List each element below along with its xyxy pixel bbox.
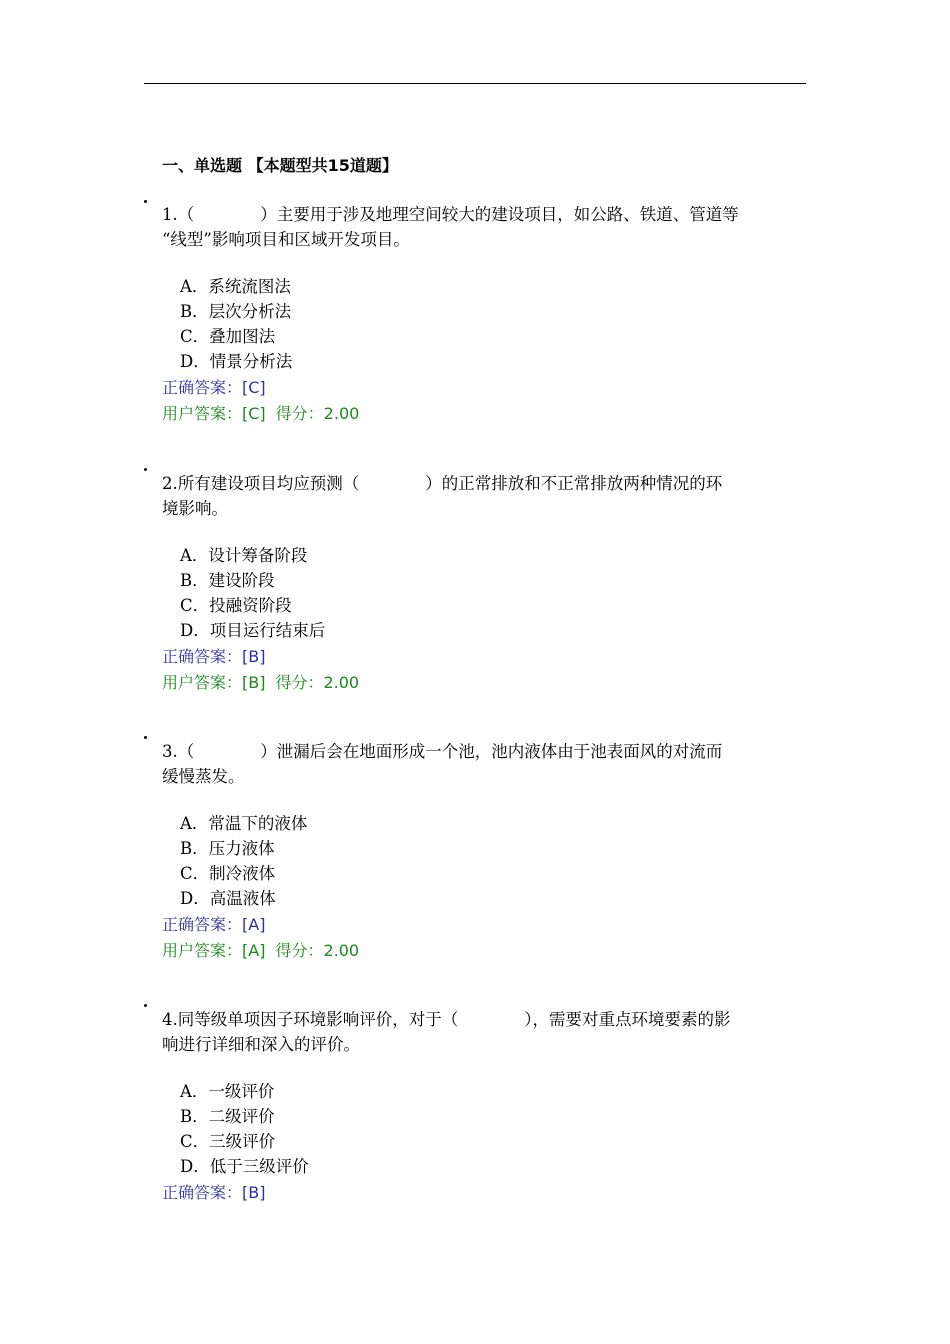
option-c: C．制冷液体 xyxy=(180,864,276,883)
stem-line: 响进行详细和深入的评价。 xyxy=(162,1035,360,1054)
user-answer-line xyxy=(162,401,798,426)
stem-line: 4.同等级单项因子环境影响评价，对于（ ），需要对重点环境要素的影 xyxy=(162,1010,731,1029)
user-answer: 用户答案：[B] xyxy=(162,673,266,692)
question-3 xyxy=(162,739,798,963)
option-d: D．项目运行结束后 xyxy=(180,621,326,640)
option-list xyxy=(162,274,798,374)
score: 得分：2.00 xyxy=(275,404,360,423)
correct-answer: 正确答案：[B] xyxy=(162,647,266,666)
header-rule xyxy=(144,83,806,84)
user-answer-line xyxy=(162,670,798,695)
user-answer: 用户答案：[C] xyxy=(162,404,266,423)
question-stem xyxy=(162,739,798,789)
question-stem xyxy=(162,1007,798,1057)
option-b: B．层次分析法 xyxy=(180,302,292,321)
option-c: C．三级评价 xyxy=(180,1132,276,1151)
stem-line: 缓慢蒸发。 xyxy=(162,767,245,786)
question-bullet xyxy=(144,200,147,203)
score: 得分：2.00 xyxy=(275,941,360,960)
question-4 xyxy=(162,1007,798,1205)
option-b: B．二级评价 xyxy=(180,1107,275,1126)
user-answer: 用户答案：[A] xyxy=(162,941,266,960)
question-stem xyxy=(162,471,798,521)
correct-answer: 正确答案：[C] xyxy=(162,378,266,397)
correct-answer: 正确答案：[A] xyxy=(162,915,266,934)
option-d: D．低于三级评价 xyxy=(180,1157,309,1176)
option-d: D．情景分析法 xyxy=(180,352,293,371)
option-c: C．叠加图法 xyxy=(180,327,276,346)
option-list xyxy=(162,543,798,643)
stem-line: 境影响。 xyxy=(162,499,228,518)
stem-line: 2.所有建设项目均应预测（ ）的正常排放和不正常排放两种情况的环 xyxy=(162,474,723,493)
option-a: A．设计筹备阶段 xyxy=(180,546,308,565)
question-1 xyxy=(162,202,798,426)
option-b: B．压力液体 xyxy=(180,839,275,858)
option-a: A．一级评价 xyxy=(180,1082,275,1101)
stem-line: 1.（ ）主要用于涉及地理空间较大的建设项目，如公路、铁道、管道等 xyxy=(162,205,739,224)
score: 得分：2.00 xyxy=(275,673,360,692)
option-a: A．系统流图法 xyxy=(180,277,291,296)
stem-line: “线型”影响项目和区域开发项目。 xyxy=(162,230,410,249)
user-answer-line xyxy=(162,938,798,963)
question-bullet xyxy=(144,1004,147,1007)
section-title: 一、单选题 【本题型共15道题】 xyxy=(162,156,398,175)
option-list xyxy=(162,1079,798,1179)
option-b: B．建设阶段 xyxy=(180,571,275,590)
question-2 xyxy=(162,471,798,695)
question-stem xyxy=(162,202,798,252)
option-c: C．投融资阶段 xyxy=(180,596,292,615)
stem-line: 3.（ ）泄漏后会在地面形成一个池，池内液体由于池表面风的对流而 xyxy=(162,742,723,761)
question-bullet xyxy=(144,468,147,471)
option-d: D．高温液体 xyxy=(180,889,276,908)
option-list xyxy=(162,811,798,911)
correct-answer: 正确答案：[B] xyxy=(162,1183,266,1202)
question-bullet xyxy=(144,736,147,739)
option-a: A．常温下的液体 xyxy=(180,814,308,833)
